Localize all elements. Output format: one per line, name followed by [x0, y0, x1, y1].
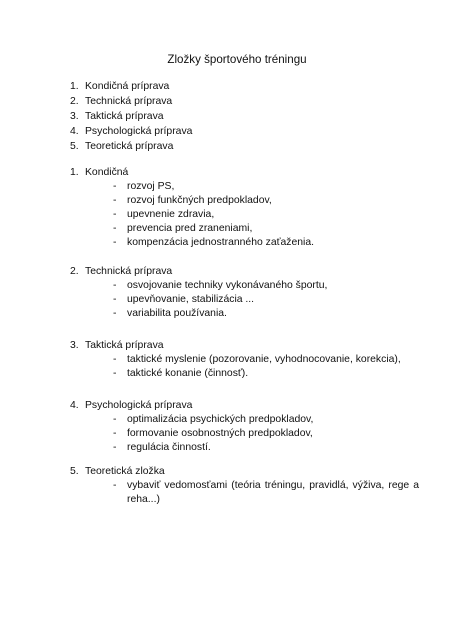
bullet-dash: - [113, 428, 117, 439]
bullet-item: formovanie osobnostných predpokladov, [127, 428, 313, 439]
overview-number: 4. [70, 126, 79, 137]
overview-label: Psychologická príprava [85, 126, 193, 137]
section-title: Psychologická príprava [85, 400, 193, 411]
bullet-item: variabilita používania. [127, 308, 227, 319]
bullet-item: rozvoj funkčných predpokladov, [127, 195, 272, 206]
section-title: Teoretická zložka [85, 466, 165, 477]
bullet-item: osvojovanie techniky vykonávaného športu, [127, 280, 328, 291]
bullet-dash: - [113, 354, 117, 365]
bullet-item: taktické myslenie (pozorovanie, vyhodnocovanie, korekcia), [127, 354, 401, 365]
bullet-dash: - [113, 223, 117, 234]
section-title: Kondičná [85, 167, 129, 178]
overview-label: Taktická príprava [85, 111, 164, 122]
overview-number: 2. [70, 96, 79, 107]
page-title: Zložky športového tréningu [167, 53, 307, 66]
overview-label: Teoretická príprava [85, 141, 174, 152]
bullet-dash: - [113, 414, 117, 425]
bullet-dash: - [113, 181, 117, 192]
overview-number: 5. [70, 141, 79, 152]
overview-number: 1. [70, 81, 79, 92]
bullet-dash: - [113, 280, 117, 291]
section-title: Taktická príprava [85, 340, 164, 351]
bullet-dash: - [113, 442, 117, 453]
section-number: 4. [70, 400, 79, 411]
overview-number: 3. [70, 111, 79, 122]
bullet-item: upevnenie zdravia, [127, 209, 215, 220]
bullet-item: taktické konanie (činnosť). [127, 368, 249, 379]
overview-label: Technická príprava [85, 96, 173, 107]
bullet-item: vybaviť vedomosťami (teória tréningu, pravidlá, výživa, rege a reha...) [127, 480, 419, 505]
bullet-dash: - [113, 308, 117, 319]
bullet-item: optimalizácia psychických predpokladov, [127, 414, 314, 425]
bullet-item: rozvoj PS, [127, 181, 175, 192]
bullet-item: prevencia pred zraneniami, [127, 223, 253, 234]
bullet-dash: - [113, 368, 117, 379]
section-number: 5. [70, 466, 79, 477]
section-number: 1. [70, 167, 79, 178]
bullet-dash: - [113, 209, 117, 220]
section-number: 3. [70, 340, 79, 351]
bullet-dash: - [113, 480, 117, 491]
bullet-item: regulácia činností. [127, 442, 211, 453]
bullet-item: kompenzácia jednostranného zaťaženia. [127, 237, 315, 248]
bullet-dash: - [113, 294, 117, 305]
overview-label: Kondičná príprava [85, 81, 170, 92]
section-number: 2. [70, 266, 79, 277]
bullet-item: upevňovanie, stabilizácia ... [127, 294, 255, 305]
bullet-dash: - [113, 237, 117, 248]
section-title: Technická príprava [85, 266, 173, 277]
bullet-dash: - [113, 195, 117, 206]
